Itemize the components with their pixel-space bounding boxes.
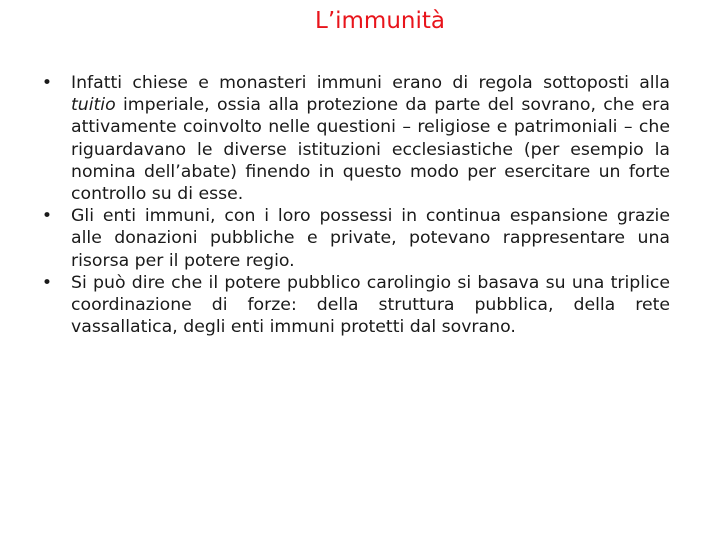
bullet-text: Gli enti immuni, con i loro possessi in continua espansione grazie alle donazioni pubbliche e private, potevano rappresentare una risorsa per il potere regio. bbox=[71, 206, 670, 271]
bullet-text-emphasis: tuitio bbox=[71, 95, 116, 116]
bullet-text-after: imperiale, ossia alla protezione da parte del sovrano, che era attivamente coinvolto nelle questioni – religiose e patrimoniali – che riguardavano le diverse istituzioni ecclesiastiche (per esempio la nomina dell’abate) finendo in questo modo per esercitare un forte controllo su di esse. bbox=[71, 95, 670, 205]
bullet-item-enti-immuni bbox=[40, 205, 670, 272]
bullet-item-potere-pubblico bbox=[40, 272, 670, 339]
bullet-dot-icon: • bbox=[41, 206, 53, 227]
bullet-dot-icon: • bbox=[41, 73, 53, 93]
bullet-text-before: Infatti chiese e monasteri immuni erano di regola sottoposti alla bbox=[71, 73, 670, 93]
bullet-item-tuitio bbox=[40, 72, 670, 205]
bullet-text: Si può dire che il potere pubblico carolingio si basava su una triplice coordinazione di forze: della struttura pubblica, della rete vassallatica, degli enti immuni protetti dal sovrano. bbox=[71, 272, 670, 338]
bullet-list bbox=[40, 72, 670, 338]
slide-title: L’immunità bbox=[315, 8, 445, 34]
bullet-dot-icon: • bbox=[41, 272, 53, 293]
bullet-text bbox=[71, 73, 670, 204]
